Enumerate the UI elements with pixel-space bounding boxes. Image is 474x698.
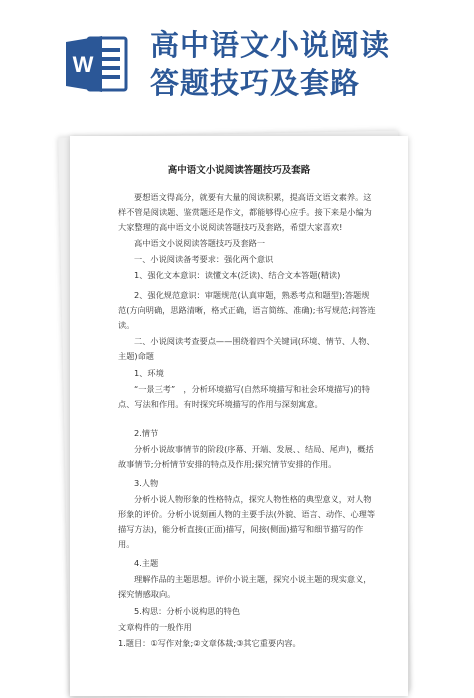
paragraph-intro: 要想语文得高分，就要有大量的阅读积累，提高语文语文素养。这样不管是阅读题、鉴赏题还是作文，都能够得心应手。接下来是小编为大家整理的高中语文小说阅读答题技巧及套路，希望大家喜欢! <box>118 192 372 232</box>
paragraph-character-heading: 3.人物 <box>134 478 159 488</box>
title-line-1: 高中语文小说阅读 <box>150 28 391 62</box>
paragraph-title-role: 1.题目：①写作对象;②文章体裁;③其它重要内容。 <box>118 638 301 648</box>
paragraph-heading-2: 二、小说阅读考查要点——围绕着四个关键词(环境、情节、人物、主题)命题 <box>118 336 375 361</box>
page-title <box>150 26 470 102</box>
paragraph-plot-heading: 2.情节 <box>134 428 159 438</box>
title-line-2: 答题技巧及套路 <box>150 66 361 100</box>
document-page <box>70 136 408 696</box>
word-document-icon <box>66 32 128 96</box>
paragraph-text-awareness: 1、强化文本意识：读懂文本(泛读)、结合文本答题(精读) <box>134 270 341 280</box>
paragraph-structure: 5.构思：分析小说构思的特色 <box>134 606 241 616</box>
paragraph-heading-1: 一、小说阅读备考要求：强化两个意识 <box>134 254 274 264</box>
paragraph-section-title: 高中语文小说阅读答题技巧及套路一 <box>134 238 266 248</box>
document-title: 高中语文小说阅读答题技巧及套路 <box>167 165 311 176</box>
paragraph-theme-heading: 4.主题 <box>134 558 159 568</box>
svg-text:W: W <box>72 52 94 77</box>
header-banner <box>0 0 474 130</box>
paragraph-theme: 理解作品的主题思想。评价小说主题，探究小说主题的现实意义，探究情感取向。 <box>118 574 372 599</box>
paragraph-environment: “一景三考” ，分析环境描写(自然环境描写和社会环境描写)的特点、写法和作用。有时探究环境描写的作用与深刻寓意。 <box>118 384 370 409</box>
paragraph-norm-awareness: 2、强化规范意识：审题规范(认真审题，熟悉考点和题型);答题规范(方向明确，思路清晰，格式正确，语言简练、准确);书写规范;问答连读。 <box>118 290 376 330</box>
paragraph-plot: 分析小说故事情节的阶段(序幕、开端、发展、、结局、尾声)，概括故事情节;分析情节安排的特点及作用;探究情节安排的作用。 <box>118 444 374 469</box>
paragraph-character: 分析小说人物形象的性格特点，探究人物性格的典型意义，对人物形象的评价。分析小说刻画人物的主要手法(外貌、语言、动作、心理等描写方法)，能分析直接(正面)描写，间接(侧面)描写和细节描写的作用。 <box>118 494 376 549</box>
paragraph-components: 文章构件的一般作用 <box>118 622 192 632</box>
paragraph-environment-heading: 1、环境 <box>134 368 164 378</box>
